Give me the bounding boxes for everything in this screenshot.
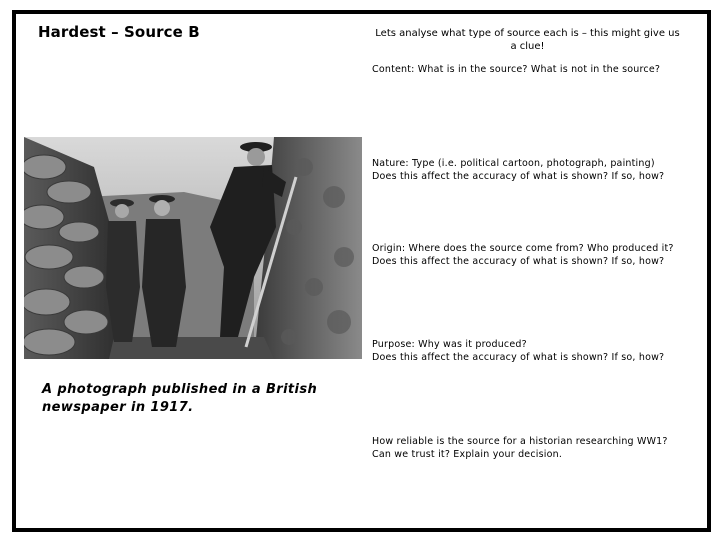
question-origin-line1: Origin: Where does the source come from? Who produced it? (372, 243, 674, 254)
question-reliability (372, 436, 687, 461)
question-purpose-line2: Does this affect the accuracy of what is shown? If so, how? (372, 351, 665, 363)
intro-text: Lets analyse what type of source each is – this might give us a clue! (375, 28, 680, 52)
question-origin-line2: Does this affect the accuracy of what is shown? If so, how? (372, 255, 665, 267)
question-origin (372, 243, 687, 268)
question-purpose (372, 339, 687, 364)
question-nature-line1: Nature: Type (i.e. political cartoon, photograph, painting) (372, 158, 655, 169)
trench-soldiers-photo (24, 137, 362, 359)
question-content-line1: Content: What is in the source? What is not in the source? (372, 64, 661, 75)
question-nature (372, 158, 687, 183)
question-nature-line2: Does this affect the accuracy of what is shown? If so, how? (372, 170, 665, 182)
question-content (372, 64, 687, 77)
page-title: Hardest – Source B (38, 23, 200, 41)
trench-photo-illustration (24, 137, 362, 359)
question-purpose-line1: Purpose: Why was it produced? (372, 339, 527, 350)
photo-caption: A photograph published in a British newspaper in 1917. (42, 382, 318, 415)
question-reliability-line1: How reliable is the source for a historian researching WW1? Can we trust it? Explain your decision. (372, 436, 668, 460)
